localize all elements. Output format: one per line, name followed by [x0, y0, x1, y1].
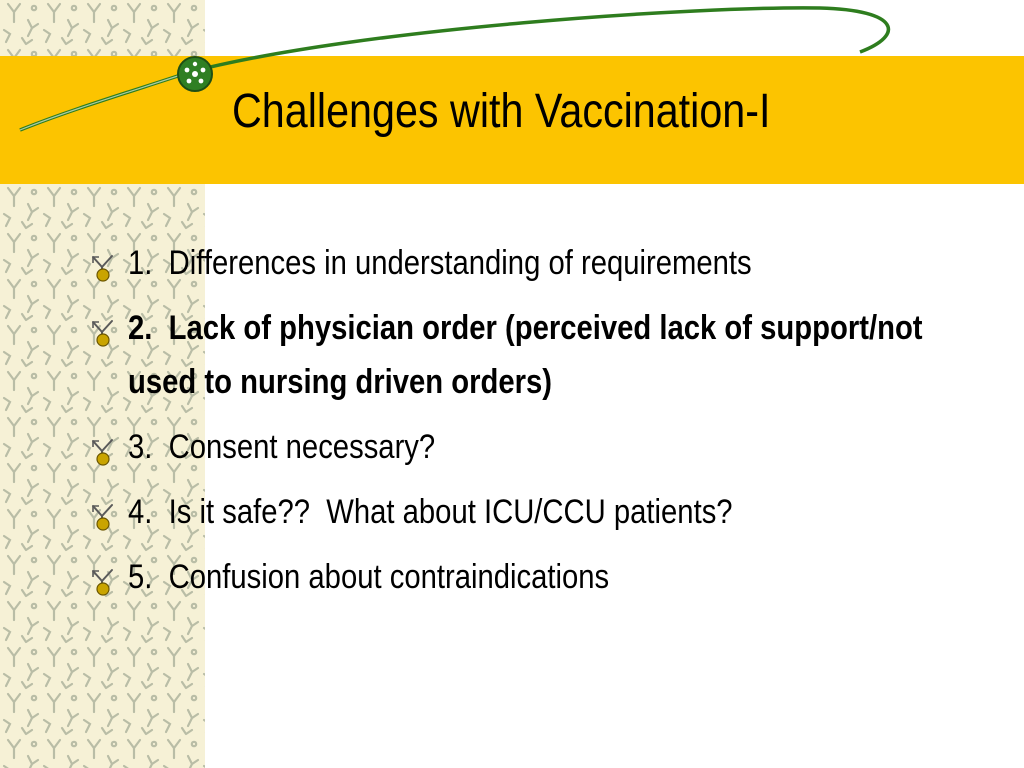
- check-arrow-bullet-icon: [90, 311, 116, 341]
- check-arrow-bullet-icon: [90, 495, 116, 525]
- bullet-item: [90, 420, 990, 474]
- bullet-item: [90, 301, 990, 409]
- green-node-icon: [178, 57, 212, 91]
- bullet-list: [90, 236, 990, 615]
- bullet-text: 3. Consent necessary?: [128, 428, 436, 466]
- bullet-item: [90, 236, 990, 290]
- check-arrow-bullet-icon: [90, 246, 116, 276]
- bullet-text: 4. Is it safe?? What about ICU/CCU patients?: [128, 493, 733, 531]
- check-arrow-bullet-icon: [90, 430, 116, 460]
- slide-title: Challenges with Vaccination-I: [232, 85, 771, 138]
- check-arrow-bullet-icon: [90, 560, 116, 590]
- bullet-item: [90, 485, 990, 539]
- bullet-item: [90, 550, 990, 604]
- bullet-text: 5. Confusion about contraindications: [128, 558, 610, 596]
- bullet-text: 1. Differences in understanding of requirements: [128, 244, 752, 282]
- bullet-text: 2. Lack of physician order (perceived lack of support/not used to nursing driven orders): [128, 309, 931, 401]
